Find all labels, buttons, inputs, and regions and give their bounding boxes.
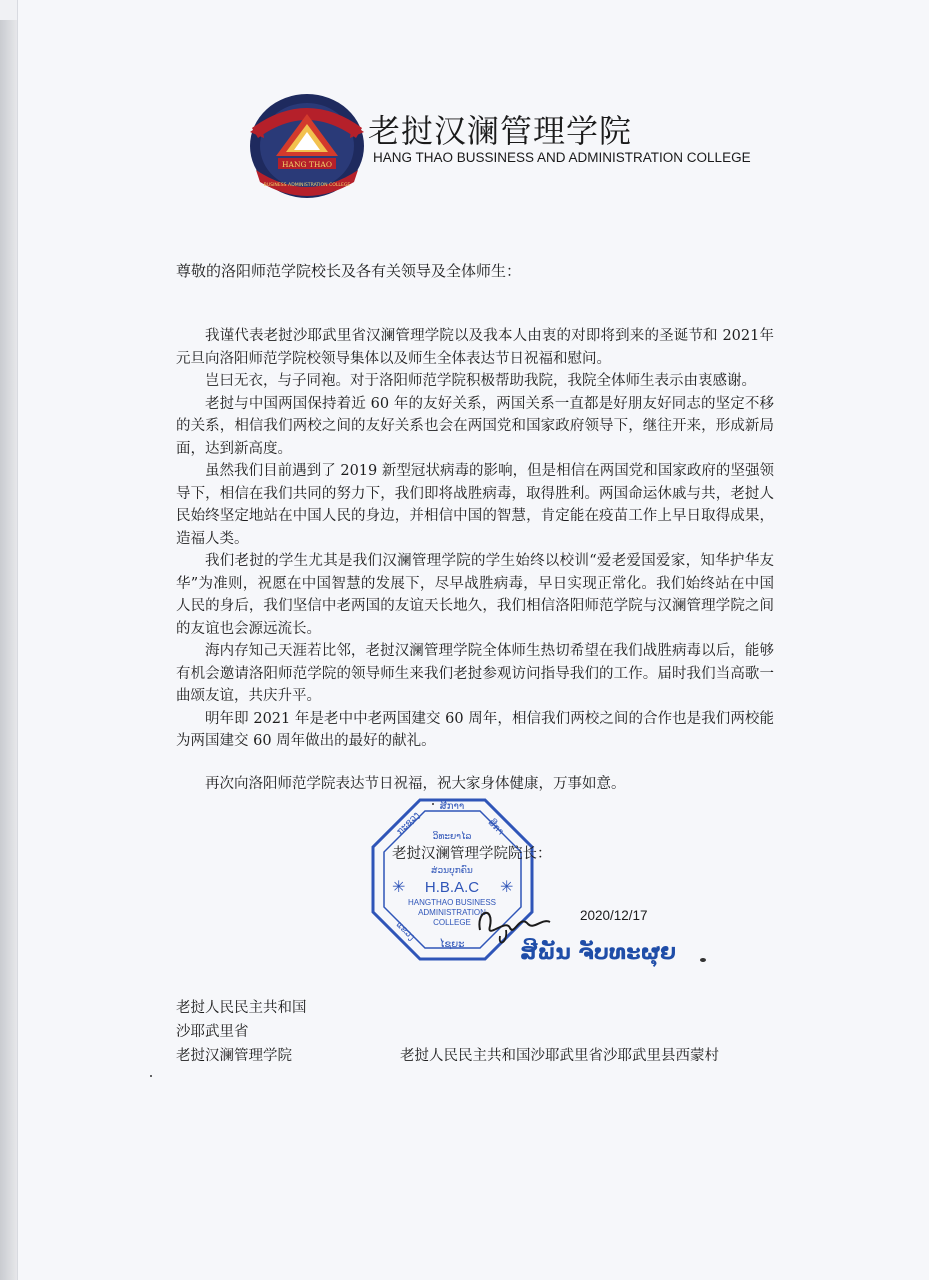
paragraph: 明年即 2021 年是老中中老两国建交 60 周年，相信我们两校之间的合作也是我们两校能为两国建交 60 周年做出的最好的献礼。 [176, 710, 774, 749]
svg-text:BUSINESS ADMINISTRATION COLLEG: BUSINESS ADMINISTRATION COLLEGE [263, 183, 351, 188]
svg-text:ແຂວງ: ແຂວງ [393, 920, 417, 943]
svg-text:ວິທະຍາໄລ: ວິທະຍາໄລ [432, 832, 472, 842]
svg-text:✳: ✳ [500, 877, 514, 896]
college-name-chinese: 老挝汉澜管理学院 [368, 112, 633, 150]
svg-text:ສ່ວນບຸກຄົນ: ສ່ວນບຸກຄົນ [431, 866, 473, 876]
svg-text:ສີກາາ: ສີກາາ [439, 801, 465, 812]
footer-address: 老挝人民民主共和国沙耶武里省沙耶武里县西蒙村 [400, 1048, 719, 1064]
ink-speck [700, 958, 706, 962]
paragraph: 我们老挝的学生尤其是我们汉澜管理学院的学生始终以校训“爱老爱国爱家，知华护华友华”为准则，祝愿在中国智慧的发展下，尽早战胜病毒，早日实现正常化。我们始终站在中国人民的身后，我们坚信中老两国的友谊天长地久，我们相信洛阳师范学院与汉澜管理学院之间的友谊也会源远流长。 [176, 553, 774, 637]
closing-line: 再次向洛阳师范学院表达节日祝福，祝大家身体健康，万事如意。 [205, 776, 626, 792]
svg-text:HANGTHAO BUSINESS: HANGTHAO BUSINESS [407, 898, 497, 907]
salutation: 尊敬的洛阳师范学院校长及各有关领导及全体师生： [176, 262, 522, 280]
svg-text:H.B.A.C: H.B.A.C [424, 879, 480, 896]
svg-text:ໄຊຍະ: ໄຊຍະ [439, 939, 465, 950]
college-name-english: HANG THAO BUSSINESS AND ADMINISTRATION COLLEGE [373, 150, 751, 165]
footer-college: 老挝汉澜管理学院 [176, 1048, 292, 1064]
svg-text:ກະຊວງ: ກະຊວງ [395, 810, 422, 838]
letter-date: 2020/12/17 [580, 908, 648, 923]
paragraph: 我谨代表老挝沙耶武里省汉澜管理学院以及我本人由衷的对即将到来的圣诞节和 2021年元旦向洛阳师范学院校领导集体以及师生全体表达节日祝福和慰问。 [176, 328, 774, 367]
svg-text:ADMINISTRATION: ADMINISTRATION [418, 908, 486, 917]
paragraph: 海内存知己天涯若比邻，老挝汉澜管理学院全体师生热切希望在我们战胜病毒以后，能够有机会邀请洛阳师范学院的领导师生来我们老挝参观访问指导我们的工作。届时我们当高歌一曲颂友谊，共庆升平。 [176, 643, 774, 704]
paragraph: 虽然我们目前遇到了 2019 新型冠状病毒的影响，但是相信在两国党和国家政府的坚强领导下，相信在我们共同的努力下，我们即将战胜病毒，取得胜利。两国命运休戚与共，老挝人民始终坚定地站在中国人民的身边，并相信中国的智慧，肯定能在疫苗工作上早日取得成果，造福人类。 [176, 463, 774, 547]
letter-body [176, 325, 774, 753]
footer-country: 老挝人民民主共和国 [176, 1000, 307, 1016]
president-label: 老挝汉澜管理学院院长： [392, 846, 552, 862]
paragraph: 岂曰无衣，与子同袍。对于洛阳师范学院积极帮助我院，我院全体师生表示由衷感谢。 [205, 373, 756, 389]
scan-left-shadow [0, 20, 17, 1280]
svg-text:ສີກາ: ສີກາ [485, 818, 506, 838]
paragraph: 老挝与中国两国保持着近 60 年的友好关系，两国关系一直都是好朋友好同志的坚定不移的关系，相信我们两校之间的友好关系也会在两国党和国家政府领导下，继往开来，形成新局面，达到新高度。 [176, 395, 774, 457]
ink-speck [432, 803, 434, 805]
footer-province: 沙耶武里省 [176, 1024, 249, 1040]
svg-text:HANG THAO: HANG THAO [281, 160, 333, 169]
lao-name-stamp: ສີພັນ ຈັບທະຜຸຍ [520, 940, 677, 964]
svg-text:COLLEGE: COLLEGE [433, 918, 471, 927]
college-logo [248, 92, 366, 200]
ink-speck [150, 1075, 152, 1077]
svg-text:✳: ✳ [392, 877, 406, 896]
